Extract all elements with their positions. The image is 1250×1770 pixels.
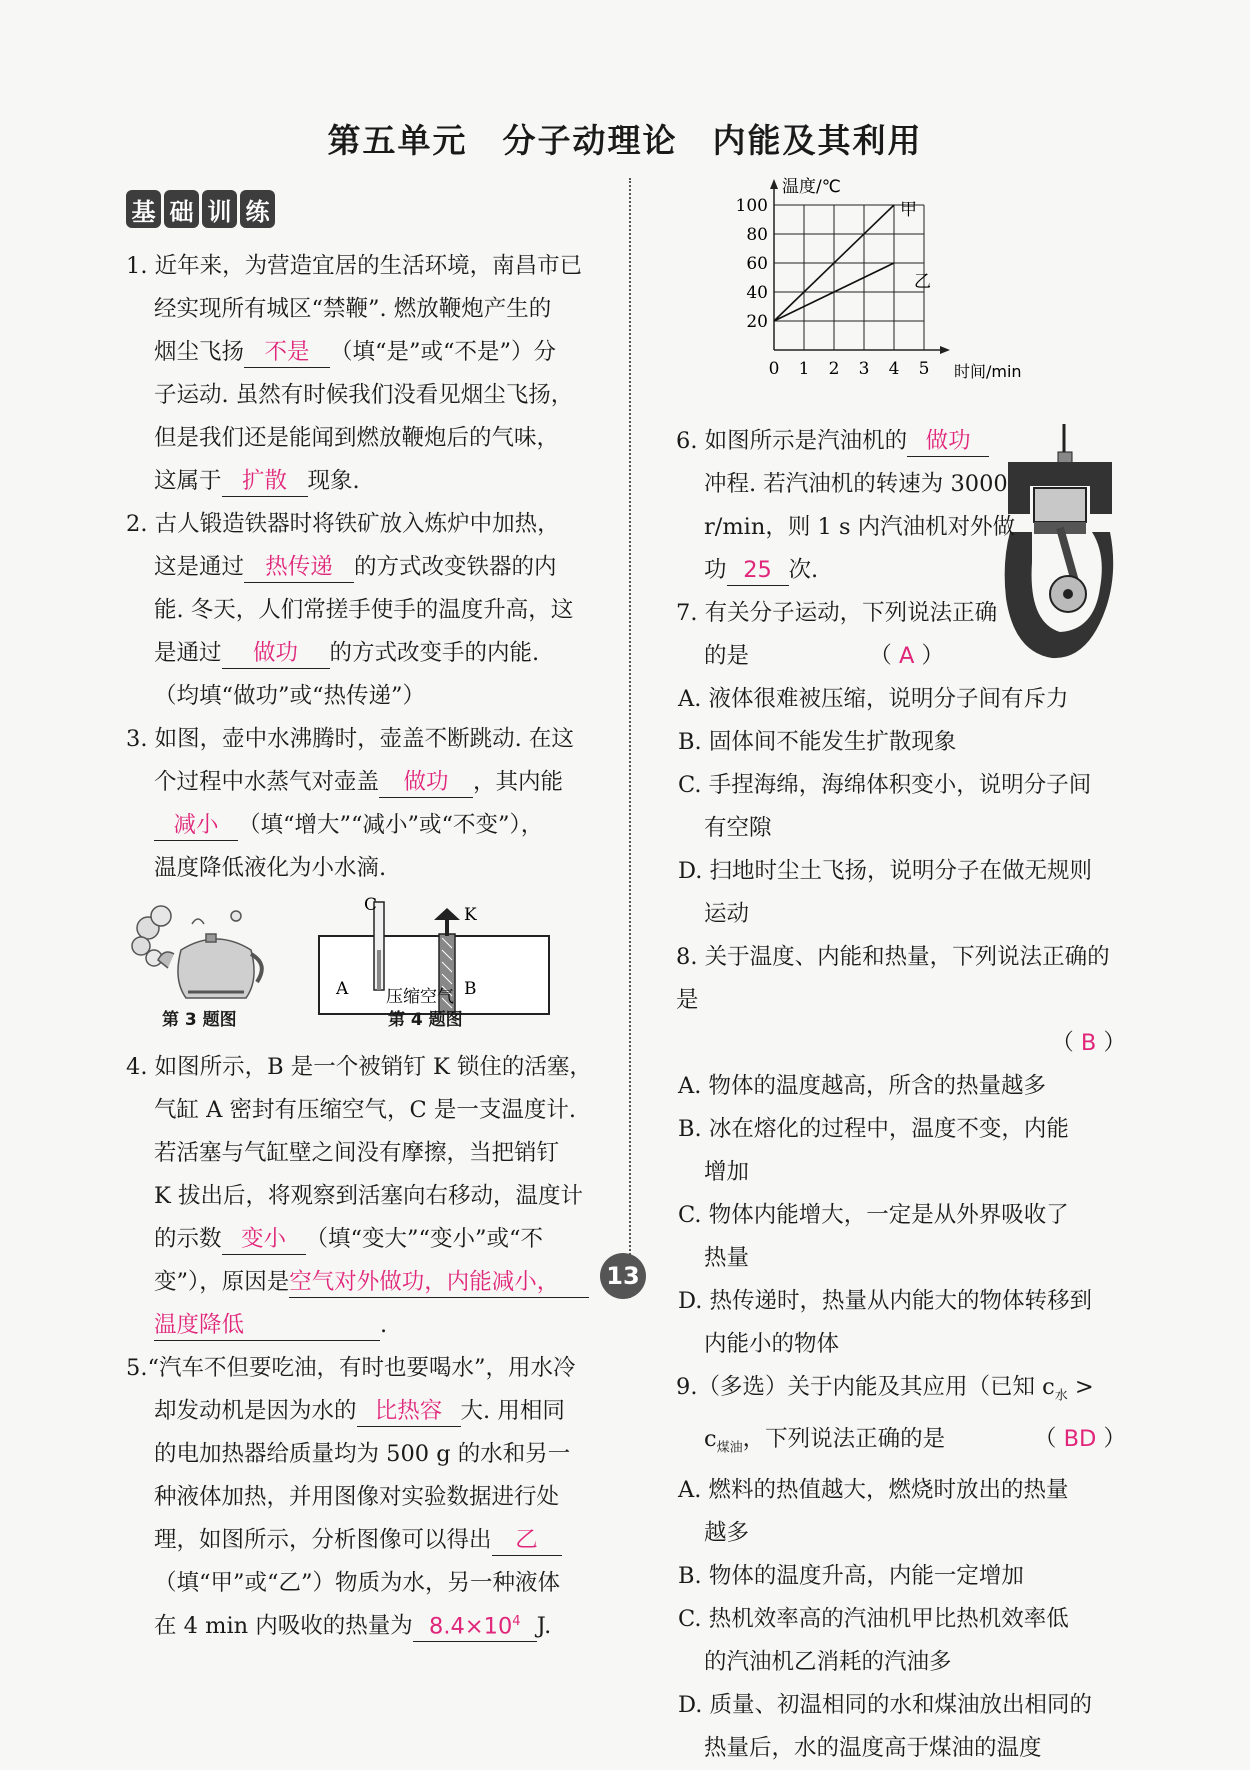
series-label-yi: 乙 [914,272,931,292]
q1-line: 但是我们还是能闻到燃放鞭炮后的气味， [154,425,560,451]
q4-answer-2-cont: 温度降低 [154,1310,380,1341]
q4-line: K 拔出后，将观察到活塞向右移动，温度计 [154,1183,583,1209]
q3-line: 3. 如图，壶中水沸腾时，壶盖不断跳动. 在这 [126,726,574,752]
q5-line: 5.“汽车不但要吃油，有时也要喝水”，用水冷 [126,1355,576,1381]
q8-option-a: A. 物体的温度越高，所含的热量越多 [678,1073,1047,1099]
x-tick-label: 5 [918,359,930,379]
q6-text: 功 [704,557,727,583]
q8-option-d-cont: 内能小的物体 [704,1331,840,1357]
q8-option-c-cont: 热量 [704,1245,750,1271]
badge-char: 训 [202,190,237,228]
q1-answer-2: 扩散 [222,466,308,497]
graph-grid [774,205,924,350]
badge-char: 础 [164,190,199,228]
temperature-time-graph [735,175,1044,405]
q2-text: 的方式改变手的内能. [329,640,540,666]
q8-option-c: C. 物体内能增大，一定是从外界吸收了 [678,1202,1069,1228]
x-tick-label: 4 [888,359,900,379]
q2-answer-2: 做功 [222,638,330,669]
q4-text: 的示数 [154,1226,222,1252]
q6-text: 6. 如图所示是汽油机的 [676,428,908,454]
q8-option-b: B. 冰在熔化的过程中，温度不变，内能 [678,1116,1069,1142]
question-3 [126,718,612,890]
q7-answer: A [898,643,915,669]
cylinder-figure [314,890,554,1020]
question-8: 8. 关于温度、内能和热量，下列说法正确的是 （ B ） A. 物体的温度越高，所含的热量越多 B. 冰在熔化的过程中，温度不变，内能 增加 C. 物体内能增大，一定是从外界吸收了 热量 D. 热传递时，热量从内能大的物体转移到 内能小的物体 [676,936,1126,1366]
badge-char: 练 [240,190,275,228]
q5-text: J. [536,1613,552,1639]
question-4 [126,1046,612,1347]
q1-line: 经实现所有城区“禁鞭”. 燃放鞭炮产生的 [154,296,552,322]
q8-answer: B [1080,1030,1097,1056]
label-c: C [364,895,378,915]
q6-line: 冲程. 若汽油机的转速为 3000 [704,471,1008,497]
q2-line: （均填“做功”或“热传递”） [154,683,426,709]
label-b: B [464,979,477,999]
x-tick-label: 2 [828,359,840,379]
y-tick-label: 100 [735,196,768,216]
q4-line: 若活塞与气缸壁之间没有摩擦，当把销钉 [154,1140,560,1166]
q5-answer-1: 比热容 [357,1396,461,1427]
column-divider [629,178,631,1298]
question-5 [126,1347,612,1648]
q5-text: 在 4 min 内吸收的热量为 [154,1613,413,1639]
q4-text: （填“变大”“变小”或“不 [305,1226,544,1252]
q9-option-a: A. 燃料的热值越大，燃烧时放出的热量 [678,1477,1069,1503]
question-6 [676,420,1126,592]
q9-text: ，下列说法正确的是 [742,1425,946,1452]
label-air: 压缩空气 [386,987,454,1007]
q7-option-d: D. 扫地时尘土飞扬，说明分子在做无规则 [678,858,1093,884]
q7-option-a: A. 液体很难被压缩，说明分子间有斥力 [678,686,1069,712]
question-7: 7. 有关分子运动，下列说法正确 的是 （ A ） A. 液体很难被压缩，说明分子间有斥力 B. 固体间不能发生扩散现象 C. 手捏海绵，海绵体积变小，说明分子间 有空隙 D. 扫地时尘土飞扬，说明分子在做无规则 运动 [676,592,1126,936]
q3-answer-1: 做功 [379,767,473,798]
q5-answer-3 [413,1607,537,1643]
section-badge [126,190,278,230]
q9-option-d-cont: 热量后，水的温度高于煤油的温度 [704,1735,1042,1761]
q2-line: 2. 古人锻造铁器时将铁矿放入炼炉中加热， [126,511,560,537]
left-column [126,245,612,1648]
q6-answer-1: 做功 [907,426,989,457]
q9-sub-water: 水 [1054,1388,1068,1404]
q5-answer-2: 乙 [492,1525,562,1556]
kettle-figure [126,896,276,1006]
q2-text: 的方式改变铁器的内 [354,554,557,580]
page-title: 第五单元 分子动理论 内能及其利用 [327,121,923,160]
q9-answer: BD [1063,1425,1097,1452]
q2-answer-1: 热传递 [244,552,354,583]
page-number: 13 [600,1253,646,1299]
q6-answer-2: 25 [727,555,789,586]
q4-line: 气缸 A 密封有压缩空气，C 是一支温度计. [154,1097,577,1123]
q1-text: 烟尘飞扬 [154,339,245,365]
y-tick-label: 40 [746,283,768,303]
series-label-jia: 甲 [900,200,917,220]
q9-text: > [1067,1374,1094,1400]
fig4-caption: 第 4 题图 [388,1010,463,1030]
q7-option-c: C. 手捏海绵，海绵体积变小，说明分子间 [678,772,1092,798]
q3-answer-2: 减小 [154,810,238,841]
figures-3-4 [126,890,612,1046]
q9-text: c [704,1425,717,1452]
y-tick-label: 60 [746,254,768,274]
q5-line: （填“甲”或“乙”）物质为水，另一种液体 [154,1570,561,1596]
fig3-caption: 第 3 题图 [162,1010,237,1030]
q5-text: 理，如图所示，分析图像可以得出 [154,1527,492,1553]
q9-option-d: D. 质量、初温相同的水和煤油放出相同的 [678,1692,1093,1718]
q6-line: r/min，则 1 s 内汽油机对外做 [704,514,1016,540]
graph-ylabel: 温度/℃ [782,177,841,197]
question-1 [126,245,612,503]
question-2 [126,503,612,718]
q3-text: ，其内能 [473,769,564,795]
q9-option-a-cont: 越多 [704,1520,750,1546]
q9-option-c: C. 热机效率高的汽油机甲比热机效率低 [678,1606,1069,1632]
q8-option-b-cont: 增加 [704,1159,750,1185]
graph-ticks [736,196,930,379]
x-tick-label: 0 [768,359,780,379]
q3-line: 温度降低液化为小水滴. [154,855,387,881]
q8-option-d: D. 热传递时，热量从内能大的物体转移到 [678,1288,1093,1314]
q1-text: 这属于 [154,468,222,494]
y-tick-label: 80 [746,225,768,245]
y-axis-arrow [770,179,778,189]
q4-line: 4. 如图所示，B 是一个被销钉 K 锁住的活塞， [126,1054,592,1080]
x-tick-label: 3 [858,359,870,379]
q5-line: 种液体加热，并用图像对实验数据进行处 [154,1484,560,1510]
q4-text: 变”），原因是 [154,1269,290,1295]
q4-text: . [380,1312,388,1338]
q1-answer-1: 不是 [244,337,330,368]
q9-option-c-cont: 的汽油机乙消耗的汽油多 [704,1649,952,1675]
q7-option-d-cont: 运动 [704,901,750,927]
label-a: A [336,979,349,999]
q7-text: 的是 [704,643,750,669]
question-9: 9.（多选）关于内能及其应用（已知 $c_水$ > $c_{煤油}$，下列说法正确的是 （ BD ） A. 燃料的热值越大，燃烧时放出的热量 越多 B. 物体的温度升高，内能一定增加 C. 热机效率高的汽油机甲比热机效率低 的汽油机乙消耗的汽油多 D. 质量、初温相同的水和煤油放出相同的 热量后，水的温度高于煤油的温度 [676,1366,1126,1770]
q1-text: 现象. [307,468,360,494]
x-axis-arrow [940,346,950,354]
q9-option-b: B. 物体的温度升高，内能一定增加 [678,1563,1024,1589]
q5-answer-3-base: 8.4×10 [429,1613,513,1639]
q5-text: 却发动机是因为水的 [154,1398,357,1424]
q5-answer-3-exp: 4 [512,1613,521,1629]
badge-char: 基 [126,190,161,228]
q8-line: 8. 关于温度、内能和热量，下列说法正确的是 [676,944,1110,1013]
graph-xlabel: 时间/min [954,362,1022,381]
q9-text: 9.（多选）关于内能及其应用（已知 c [676,1374,1055,1400]
q7-option-c-cont: 有空隙 [704,815,772,841]
q5-text: 大. 用相同 [460,1398,565,1424]
q5-line: 的电加热器给质量均为 500 g 的水和另一 [154,1441,571,1467]
q7-line: 7. 有关分子运动，下列说法正确 [676,600,998,626]
q2-text: 是通过 [154,640,222,666]
x-tick-label: 1 [798,359,810,379]
q4-answer-1: 变小 [222,1224,306,1255]
q1-line: 子运动. 虽然有时候我们没看见烟尘飞扬， [154,382,574,408]
q3-text: 个过程中水蒸气对壶盖 [154,769,380,795]
q1-text: （填“是”或“不是”）分 [330,339,557,365]
q9-sub-kerosene: 煤油 [716,1440,743,1455]
q2-text: 这是通过 [154,554,245,580]
q7-option-b: B. 固体间不能发生扩散现象 [678,729,957,755]
y-tick-label: 20 [746,312,768,332]
q1-line: 1. 近年来，为营造宜居的生活环境，南昌市已 [126,253,583,279]
label-k: K [464,905,477,925]
q3-text: （填“增大”“减小”或“不变”）， [238,812,544,838]
q2-line: 能. 冬天，人们常搓手使手的温度升高，这 [154,597,574,623]
q4-answer-2: 空气对外做功，内能减小， [289,1267,589,1298]
q6-text: 次. [788,557,819,583]
right-column [676,420,1126,1770]
